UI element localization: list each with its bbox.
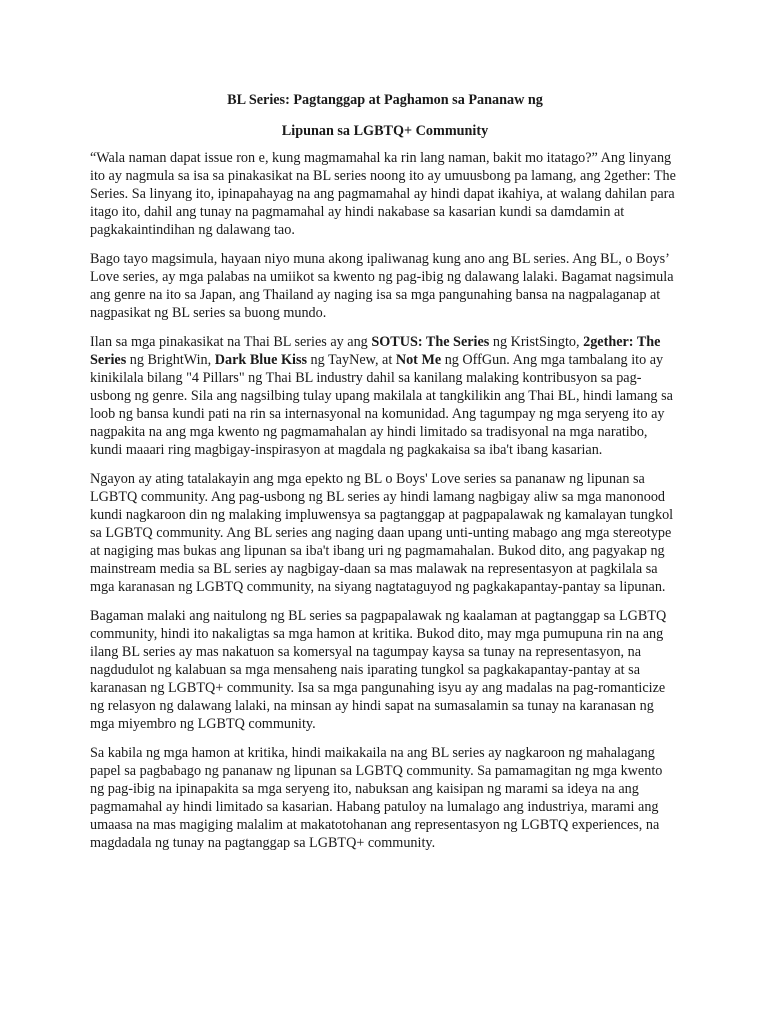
paragraph-3-text-1: Ilan sa mga pinakasikat na Thai BL series ay ang — [90, 334, 372, 350]
series-title-not-me: Not Me — [395, 352, 442, 368]
series-title-2gether: 2gether: The Series — [90, 334, 661, 368]
paragraph-2: Bago tayo magsimula, hayaan niyo muna akong ipaliwanag kung ano ang BL series. Ang BL, o Boys’ Love series, ay mga palabas na umiikot sa kwento ng pag-ibig ng dalawang lalaki. Bagamat nagsimula ang genre na ito sa Japan, ang Thailand ay naging isa sa mga pangunahing bansa na nagpalaganap at nagpasikat ng BL series sa buong mundo. — [90, 251, 674, 321]
paragraph-3-text-4: ng TayNew, at — [306, 352, 396, 368]
document-title-line-1: BL Series: Pagtanggap at Paghamon sa Pananaw ng — [227, 92, 543, 108]
paragraph-3 — [90, 333, 680, 459]
document-body — [90, 90, 680, 863]
document-title-line-2: Lipunan sa LGBTQ+ Community — [281, 123, 489, 139]
series-title-sotus: SOTUS: The Series — [371, 334, 490, 350]
paragraph-3-text-3: ng BrightWin, — [126, 352, 215, 368]
paragraph-3-text-5: ng OffGun. Ang mga tambalang ito ay kinikilala bilang "4 Pillars" ng Thai BL industry dahil sa kanilang malaking kontribusyon sa pag-usbong ng genre. Sila ang nagsilbing tulay upang makilala at tangkilikin ang Thai BL, hindi lamang sa loob ng bansa kundi pati na rin sa internasyonal na komunidad. Ang tagumpay ng mga seryeng ito ay nagpakita na ang mga kwento ng pagmamahalan ay hindi limitado sa tradisyonal na mga naratibo, kundi maaari ring magbigay-inspirasyon at magdala ng pagkakaisa sa iba't ibang kasarian. — [90, 352, 673, 458]
paragraph-4: Ngayon ay ating tatalakayin ang mga epekto ng BL o Boys' Love series sa pananaw ng lipunan sa LGBTQ community. Ang pag-usbong ng BL series ay hindi lamang nagbigay aliw sa mga manonood kundi nagkaroon din ng malaking impluwensya sa pagtanggap at pagpapalawak ng kamalayan tungkol sa LGBTQ community. Ang BL series ang naging daan upang unti-unting mabago ang mga stereotype at nagiging mas bukas ang lipunan sa iba't ibang uri ng pagmamahalan. Bukod dito, ang pagyakap ng mainstream media sa BL series ay nagbigay-daan sa mas malawak na representasyon at pagkilala sa mga karanasan ng LGBTQ community, na siyang nagtataguyod ng pagkakapantay-pantay sa lipunan. — [90, 471, 674, 595]
paragraph-1: “Wala naman dapat issue ron e, kung magmamahal ka rin lang naman, bakit mo itatago?” Ang linyang ito ay nagmula sa isa sa pinakasikat na BL series noong ito ay umuusbong pa lamang, ang 2gether: The Series. Sa linyang ito, ipinapahayag na ang pagmamahal ay hindi dapat ikahiya, at walang dahilan para itago ito, dahil ang tunay na pagmamahal ay hindi nakabase sa kasarian kundi sa damdamin at pagkakaintindihan ng dalawang tao. — [90, 150, 676, 238]
series-title-dark-blue-kiss: Dark Blue Kiss — [214, 352, 307, 368]
paragraph-3-text-2: ng KristSingto, — [489, 334, 584, 350]
paragraph-5: Bagaman malaki ang naitulong ng BL series sa pagpapalawak ng kaalaman at pagtanggap sa LGBTQ community, hindi ito nakaligtas sa mga hamon at kritika. Bukod dito, may mga pumupuna rin na ang ilang BL series ay mas nakatuon sa komersyal na tagumpay kaysa sa tunay na representasyon, na nagdudulot ng kalabuan sa mga mensaheng nais iparating tungkol sa pagkakapantay-pantay at sa karanasan ng LGBTQ+ community. Isa sa mga pangunahing isyu ay ang madalas na pag-romanticize ng relasyon ng dalawang lalaki, na minsan ay hindi sapat na sumasalamin sa tunay na karanasan ng mga miyembro ng LGBTQ community. — [90, 608, 667, 732]
paragraph-6: Sa kabila ng mga hamon at kritika, hindi maikakaila na ang BL series ay nagkaroon ng mahalagang papel sa pagbabago ng pananaw ng lipunan sa LGBTQ community. Sa pamamagitan ng mga kwento ng pag-ibig na ipinapakita sa mga seryeng ito, nabuksan ang kaisipan ng marami sa ideya na ang pagmamahal ay hindi limitado sa kasarian. Habang patuloy na lumalago ang industriya, marami ang umaasa na mas magiging malalim at makatotohanan ang representasyon ng LGBTQ experiences, na magdadala ng tunay na pagtanggap sa LGBTQ+ community. — [90, 745, 663, 851]
